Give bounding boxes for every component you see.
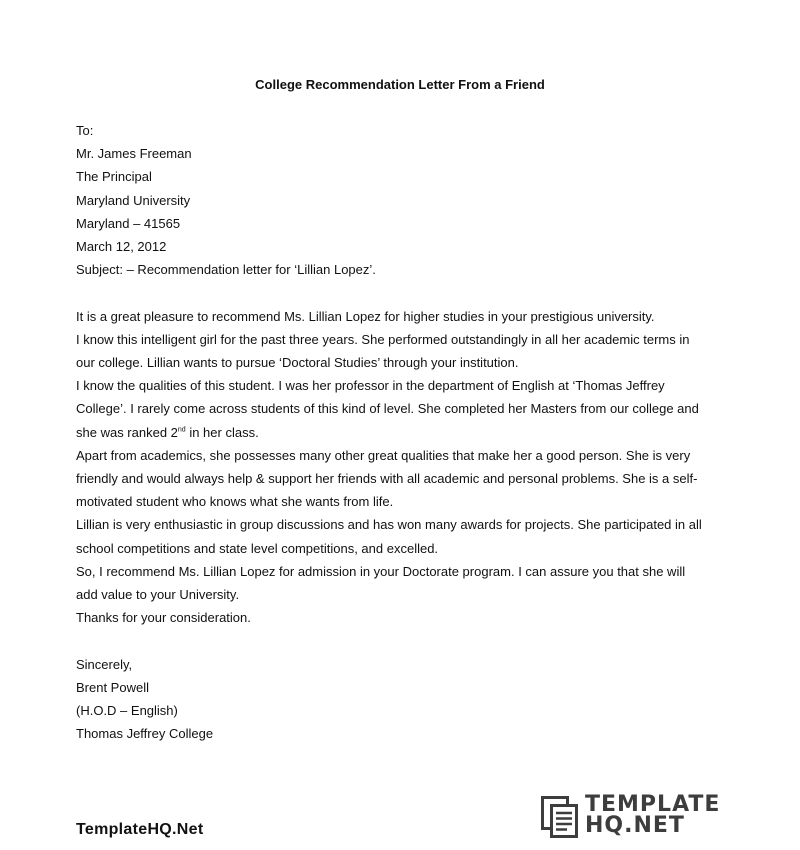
letter-body — [76, 305, 736, 630]
body-line: motivated student who knows what she wants from life. — [76, 494, 394, 510]
document-stack-icon — [541, 796, 579, 838]
address-line: Maryland – 41565 — [76, 215, 181, 231]
signer-name: Brent Powell — [76, 679, 149, 695]
address-line: The Principal — [76, 169, 152, 185]
address-block — [76, 119, 736, 281]
body-line: add value to your University. — [76, 587, 240, 603]
address-line: Mr. James Freeman — [76, 146, 192, 162]
body-line: friendly and would always help & support her friends with all academic and personal problems. She is a self- — [76, 471, 698, 487]
address-line: Maryland University — [76, 192, 191, 208]
address-line: To: — [76, 123, 94, 138]
body-line: Thanks for your consideration. — [76, 610, 251, 626]
spacer — [76, 281, 736, 304]
body-text: in her class. — [185, 424, 259, 440]
letter-content — [76, 119, 736, 745]
templatehq-logo — [541, 794, 726, 840]
body-line: school competitions and state level competitions, and excelled. — [76, 540, 439, 556]
ordinal-suffix: nd — [177, 426, 186, 434]
body-line: Apart from academics, she possesses many other great qualities that make her a good person. She is very — [76, 447, 691, 463]
body-line: Lillian is very enthusiastic in group discussions and has won many awards for projects. She participated in all — [76, 517, 702, 533]
body-line: I know the qualities of this student. I was her professor in the department of English at ‘Thomas Jeffrey — [76, 378, 665, 394]
signer-title: (H.O.D – English) — [76, 703, 178, 719]
signature-block — [76, 653, 736, 746]
body-line: College’. I rarely come across students of this kind of level. She completed her Masters from our college and — [76, 401, 699, 417]
spacer — [76, 629, 736, 652]
letter-title: College Recommendation Letter From a Friend — [255, 77, 545, 92]
body-text: she was ranked 2 — [76, 424, 178, 440]
body-line: our college. Lillian wants to pursue ‘Doctoral Studies’ through your institution. — [76, 355, 519, 371]
body-line: I know this intelligent girl for the past three years. She performed outstandingly in all her academic terms in — [76, 331, 690, 347]
signer-institution: Thomas Jeffrey College — [76, 726, 214, 742]
logo-line-2: HQ.NET — [585, 813, 685, 838]
letter-subject: Subject: – Recommendation letter for ‘Lillian Lopez’. — [76, 262, 376, 278]
letter-date: March 12, 2012 — [76, 239, 167, 255]
logo-line-1: TEMPLATE — [585, 792, 721, 817]
logo-wordmark — [585, 794, 720, 836]
footer-site-text: TemplateHQ.Net — [76, 821, 204, 838]
body-line: So, I recommend Ms. Lillian Lopez for admission in your Doctorate program. I can assure you that she will — [76, 563, 686, 579]
body-line — [76, 421, 736, 444]
body-line: It is a great pleasure to recommend Ms. Lillian Lopez for higher studies in your prestigious university. — [76, 308, 655, 324]
closing-salutation: Sincerely, — [76, 656, 133, 672]
